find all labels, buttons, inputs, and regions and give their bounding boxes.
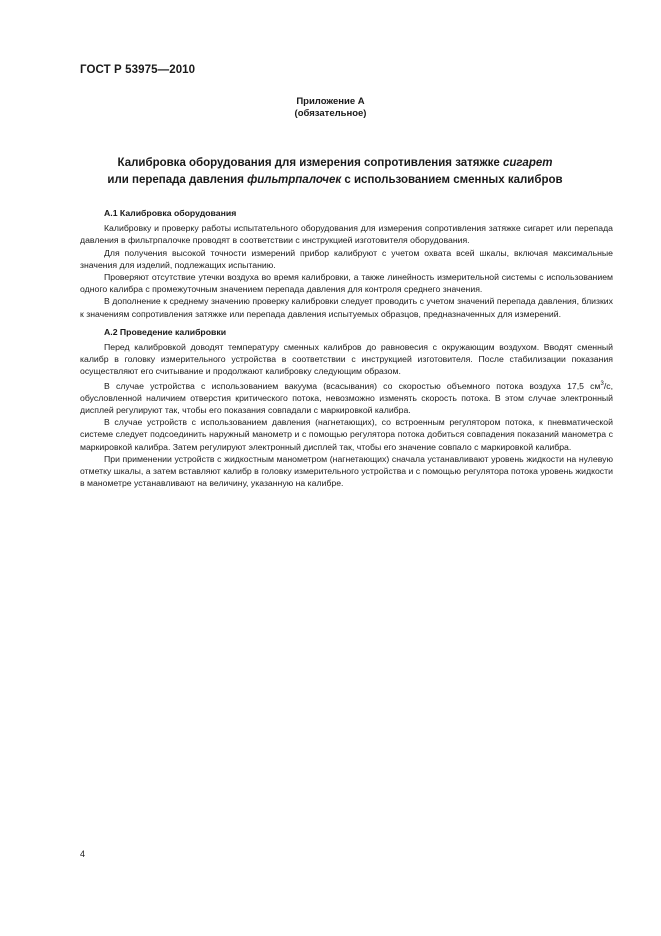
title-italic-term: сигарет (503, 157, 553, 169)
title-italic-term: фильтрпалочек (247, 174, 342, 186)
document-body (80, 207, 613, 489)
page-number: 4 (80, 849, 86, 859)
paragraph: Проверяют отсутствие утечки воздуха во время калибровки, а также линейность измерительной системы с использованием одного калибра с промежуточным значением перепада давления для контроля среднего значения. (80, 272, 613, 295)
paragraph: Для получения высокой точности измерений прибор калибруют с учетом охвата всей шкалы, включая максимальные значения для изделий, подлежащих испытанию. (80, 247, 613, 270)
main-title-line-1 (80, 155, 590, 172)
paragraph: В дополнение к среднему значению проверку калибровки следует проводить с учетом значений перепада давления, близких к значениям сопротивления затяжке или перепада давления испытуемых образцов, предназначенных для измерений. (80, 296, 613, 319)
title-text: с использованием сменных калибров (341, 174, 563, 186)
paragraph: Калибровку и проверку работы испытательного оборудования для измерения сопротивления затяжке сигарет или перепада давления в фильтрпалочке проводят в соответствии с инструкцией изготовителя оборудования. (80, 223, 613, 246)
main-title-line-2 (80, 172, 590, 189)
annex-type: (обязательное) (294, 108, 367, 119)
section-heading-a1: А.1 Калибровка оборудования (104, 208, 237, 218)
standard-number: ГОСТ Р 53975—2010 (80, 64, 196, 76)
main-title (80, 155, 590, 189)
title-text: Калибровка оборудования для измерения сопротивления затяжке (117, 157, 504, 169)
paragraph: Перед калибровкой доводят температуру сменных калибров до равновесия с окружающим воздухом. Вводят сменный калибр в головку измерительного устройства в соответствии с инструкцией изготовителя. После стабилизации показания осуществляют его считывание и продолжают калибровку следующим образом. (80, 342, 613, 377)
paragraph: При применении устройств с жидкостным манометром (нагнетающих) сначала устанавливают уровень жидкости на нулевую отметку шкалы, а затем вставляют калибр в головку измерительного устройства и с помощью регулятора потока уровень жидкости в манометре устанавливают на величину, указанную на калибре. (80, 453, 613, 489)
annex-title: Приложение А (296, 96, 365, 107)
paragraph (80, 378, 613, 417)
paragraph-text: В случае устройства с использованием вакуума (всасывания) со скоростью объемного потока воздуха 17,5 см (104, 380, 601, 391)
title-text: или перепада давления (107, 174, 248, 186)
paragraph: В случае устройств с использованием давления (нагнетающих), со встроенным регулятором потока, к пневматической системе следует подсоединить наружный манометр и с помощью регулятора потока добиться совпадения показаний манометра с маркировкой калибра. Затем регулируют электронный дисплей так, чтобы его значение совпало с маркировкой калибра. (80, 417, 613, 452)
superscript: 3 (600, 380, 604, 387)
paragraph-text: /с, обусловленной наличием отверстия критического потока, невозможно изменять скорость потока. В этом случае электронный дисплей регулируют так, чтобы его показания совпадали с маркировкой калибра. (80, 380, 613, 415)
section-heading-a2: А.2 Проведение калибровки (104, 326, 227, 337)
